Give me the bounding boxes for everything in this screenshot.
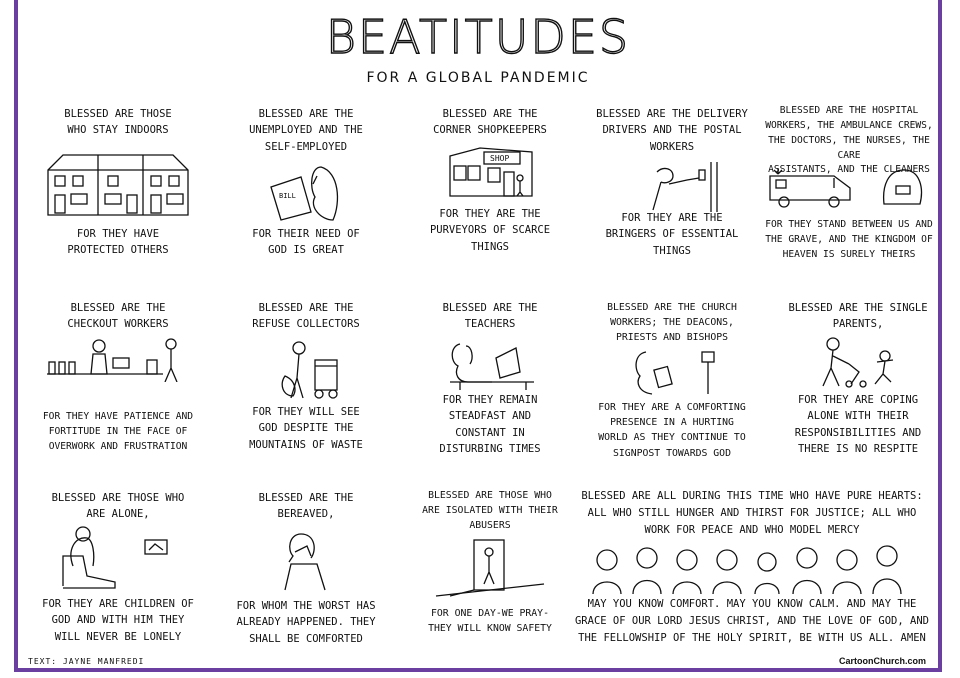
beatitude-refuse: [218, 300, 394, 470]
grieving-person-illustration: [218, 528, 394, 592]
bill-label: BILL: [279, 192, 296, 200]
beatitude-unemployed: [218, 106, 394, 276]
beatitude-heading: BLESSED ARE THE CORNER SHOPKEEPERS: [433, 108, 547, 137]
closing-blessing: MAY YOU KNOW COMFORT. MAY YOU KNOW CALM. AND MAY THE GRACE OF OUR LORD JESUS CHRIST, AND THE LOVE OF GOD, AND THE FELLOWSHIP OF THE HOLY SPIRIT, BE WITH US ALL. AMEN: [574, 598, 929, 644]
crowd-illustration: [572, 538, 932, 596]
beatitude-reason: FOR THEY ARE THE PURVEYORS OF SCARCE THINGS: [429, 208, 551, 253]
beatitude-reason: FOR THEIR NEED OF GOD IS GREAT: [252, 228, 360, 257]
page-subtitle: FOR A GLOBAL PANDEMIC: [366, 70, 590, 86]
page-title: BEATITUDES: [325, 10, 631, 64]
beatitude-heading: BLESSED ARE THOSE WHO ARE ALONE,: [51, 492, 185, 521]
beatitude-checkout: [30, 300, 206, 470]
corner-shop-illustration: [402, 144, 578, 200]
beatitude-shopkeepers: [402, 106, 578, 276]
single-parent-illustration: [770, 336, 946, 388]
beatitude-heading: BLESSED ARE THOSE WHO STAY INDOORS: [64, 108, 172, 137]
beatitude-reason: FOR THEY ARE A COMFORTING PRESENCE IN A HURTING WORLD AS THEY CONTINUE TO SIGNPOST TOWARDS GOD: [598, 402, 746, 459]
beatitude-hospital: [758, 104, 940, 274]
delivery-driver-illustration: [584, 162, 760, 212]
beatitude-reason: FOR THEY ARE CHILDREN OF GOD AND WITH HIM THEY WILL NEVER BE LONELY: [42, 598, 194, 643]
beatitude-heading: BLESSED ARE THOSE WHO ARE ISOLATED WITH THEIR ABUSERS: [422, 490, 558, 532]
beatitude-heading: BLESSED ARE THE REFUSE COLLECTORS: [252, 302, 360, 331]
beatitude-heading: BLESSED ARE THE SINGLE PARENTS,: [788, 302, 928, 331]
beatitude-reason: FOR WHOM THE WORST HAS ALREADY HAPPENED. THEY SHALL BE COMFORTED: [236, 600, 376, 645]
beatitude-indoors: [30, 106, 206, 276]
beatitude-reason: FOR THEY HAVE PROTECTED OTHERS: [67, 228, 169, 257]
beatitude-reason: FOR THEY STAND BETWEEN US AND THE GRAVE, AND THE KINGDOM OF HEAVEN IS SURELY THEIRS: [765, 219, 933, 260]
site-credit: CartoonChurch.com: [838, 656, 926, 666]
beatitude-reason: FOR ONE DAY-WE PRAY- THEY WILL KNOW SAFETY: [428, 608, 552, 635]
beatitude-heading: BLESSED ARE THE UNEMPLOYED AND THE SELF-EMPLOYED: [249, 108, 363, 153]
beatitude-reason: FOR THEY ARE THE BRINGERS OF ESSENTIAL THINGS: [605, 212, 739, 257]
teacher-laptop-illustration: [402, 338, 578, 390]
person-in-doorway-illustration: [402, 538, 578, 598]
church-worker-illustration: [584, 348, 760, 396]
beatitude-heading: BLESSED ARE THE CHECKOUT WORKERS: [67, 302, 169, 331]
ambulance-illustration: [758, 166, 940, 208]
beatitude-reason: FOR THEY REMAIN STEADFAST AND CONSTANT IN DISTURBING TIMES: [439, 394, 541, 455]
checkout-illustration: [30, 336, 206, 382]
beatitude-church: [584, 300, 760, 470]
person-alone-illustration: [30, 526, 206, 590]
beatitude-reason: FOR THEY HAVE PATIENCE AND FORTITUDE IN THE FACE OF OVERWORK AND FRUSTRATION: [42, 411, 194, 452]
beatitude-alone: [30, 490, 206, 650]
beatitude-heading: BLESSED ARE THE BEREAVED,: [258, 492, 354, 521]
beatitude-isolated: [402, 488, 578, 648]
beatitude-reason: FOR THEY WILL SEE GOD DESPITE THE MOUNTAINS OF WASTE: [249, 406, 363, 451]
poster: [14, 0, 942, 672]
beatitude-bereaved: [218, 490, 394, 650]
refuse-collector-illustration: [218, 340, 394, 400]
beatitude-pure-hearts: [572, 488, 932, 647]
beatitude-heading: BLESSED ARE THE DELIVERY DRIVERS AND THE POSTAL WORKERS: [596, 108, 748, 153]
beatitude-heading: BLESSED ARE THE TEACHERS: [442, 302, 538, 331]
beatitude-heading: BLESSED ARE ALL DURING THIS TIME WHO HAVE PURE HEARTS: ALL WHO STILL HUNGER AND THIRST FOR JUSTICE; ALL WHO WORK FOR PEACE AND WHO MODEL MERCY: [581, 490, 923, 536]
text-credit: TEXT: JAYNE MANFREDI: [28, 657, 145, 666]
person-reading-bill-illustration: [218, 162, 394, 222]
beatitude-single-parents: [770, 300, 946, 470]
shop-sign: SHOP: [490, 154, 510, 163]
beatitude-teachers: [402, 300, 578, 470]
beatitude-reason: FOR THEY ARE COPING ALONE WITH THEIR RESPONSIBILITIES AND THERE IS NO RESPITE: [794, 394, 922, 455]
houses-illustration: [30, 150, 206, 220]
beatitude-heading: BLESSED ARE THE CHURCH WORKERS; THE DEACONS, PRIESTS AND BISHOPS: [607, 302, 737, 344]
beatitude-heading: BLESSED ARE THE HOSPITAL WORKERS, THE AMBULANCE CREWS, THE DOCTORS, THE NURSES, THE CARE ASSISTANTS, AND THE CLEANERS: [765, 105, 933, 176]
beatitude-delivery: [584, 106, 760, 276]
